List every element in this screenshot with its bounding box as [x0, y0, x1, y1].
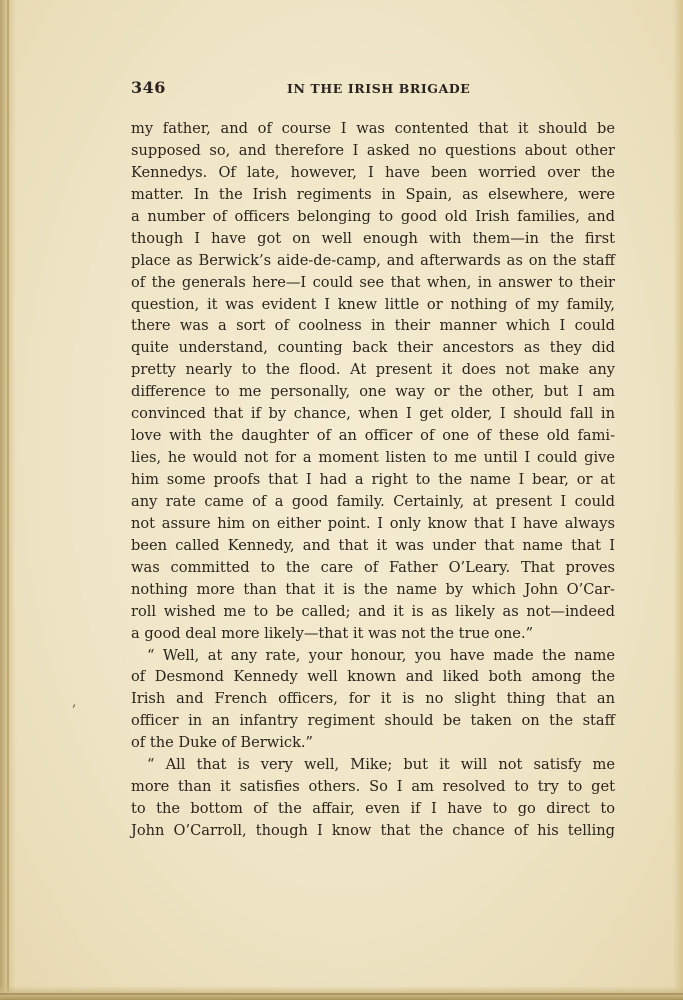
text-line: convinced that if by chance, when I get older, I should fall in	[131, 405, 615, 423]
text-line: was committed to the care of Father O’Leary. That proves	[131, 558, 615, 576]
text-line: love with the daughter of an officer of one of these old fami-	[131, 427, 615, 445]
text-line: of the generals here—I could see that when, in answer to their	[131, 273, 615, 291]
text-line: officer in an infantry regiment should be taken on the staff	[131, 712, 615, 730]
text-line: my father, and of course I was contented that it should be	[131, 120, 615, 137]
text-line: of Desmond Kennedy well known and liked both among the	[131, 668, 615, 686]
text-line: a good deal more likely—that it was not the true one.”	[131, 624, 534, 642]
text-line: roll wished me to be called; and it is as likely as not—indeed	[131, 602, 615, 620]
text-line: though I have got on well enough with them—in the first	[131, 229, 615, 247]
text-line: supposed so, and therefore I asked no questions about other	[131, 141, 615, 159]
page-right-edge	[673, 0, 683, 1000]
text-line: a number of officers belonging to good old Irish families, and	[131, 207, 615, 225]
text-line: to the bottom of the affair, even if I have to go direct to	[131, 800, 615, 818]
text-line: not assure him on either point. I only know that I have always	[131, 514, 615, 532]
text-line: “ Well, at any rate, your honour, you have made the name	[147, 646, 615, 664]
page-number: 346	[131, 78, 166, 97]
page-header	[131, 78, 615, 100]
text-line: difference to me personally, one way or the other, but I am	[131, 383, 615, 401]
text-line: pretty nearly to the flood. At present it does not make any	[131, 361, 615, 379]
text-line: John O’Carroll, though I know that the chance of his telling	[131, 822, 615, 839]
text-line: of the Duke of Berwick.”	[131, 734, 314, 752]
text-line: there was a sort of coolness in their manner which I could	[131, 317, 615, 335]
page-bottom-line	[0, 993, 683, 995]
text-line: matter. In the Irish regiments in Spain, as elsewhere, were	[131, 185, 615, 203]
running-title: IN THE IRISH BRIGADE	[287, 81, 471, 96]
text-line: quite understand, counting back their ancestors as they did	[131, 339, 615, 357]
text-line: Irish and French officers, for it is no slight thing that an	[131, 690, 615, 708]
text-line: nothing more than that it is the name by which John O’Car-	[131, 580, 615, 598]
text-line: “ All that is very well, Mike; but it will not satisfy me	[147, 756, 615, 774]
text-line: more than it satisfies others. So I am resolved to try to get	[131, 778, 615, 796]
text-line: him some proofs that I had a right to the name I bear, or at	[131, 471, 615, 488]
text-line: place as Berwick’s aide-de-camp, and afterwards as on the staff	[131, 251, 615, 269]
text-line: lies, he would not for a moment listen to me until I could give	[131, 449, 615, 467]
text-line: any rate came of a good family. Certainly, at present I could	[131, 492, 615, 510]
text-line: been called Kennedy, and that it was under that name that I	[131, 536, 615, 554]
page-spine-line	[7, 0, 9, 1000]
margin-mark: ,	[72, 694, 77, 710]
text-line: question, it was evident I knew little or nothing of my family,	[131, 295, 615, 313]
body-text	[131, 118, 615, 842]
text-line: Kennedys. Of late, however, I have been worried over the	[131, 163, 615, 181]
